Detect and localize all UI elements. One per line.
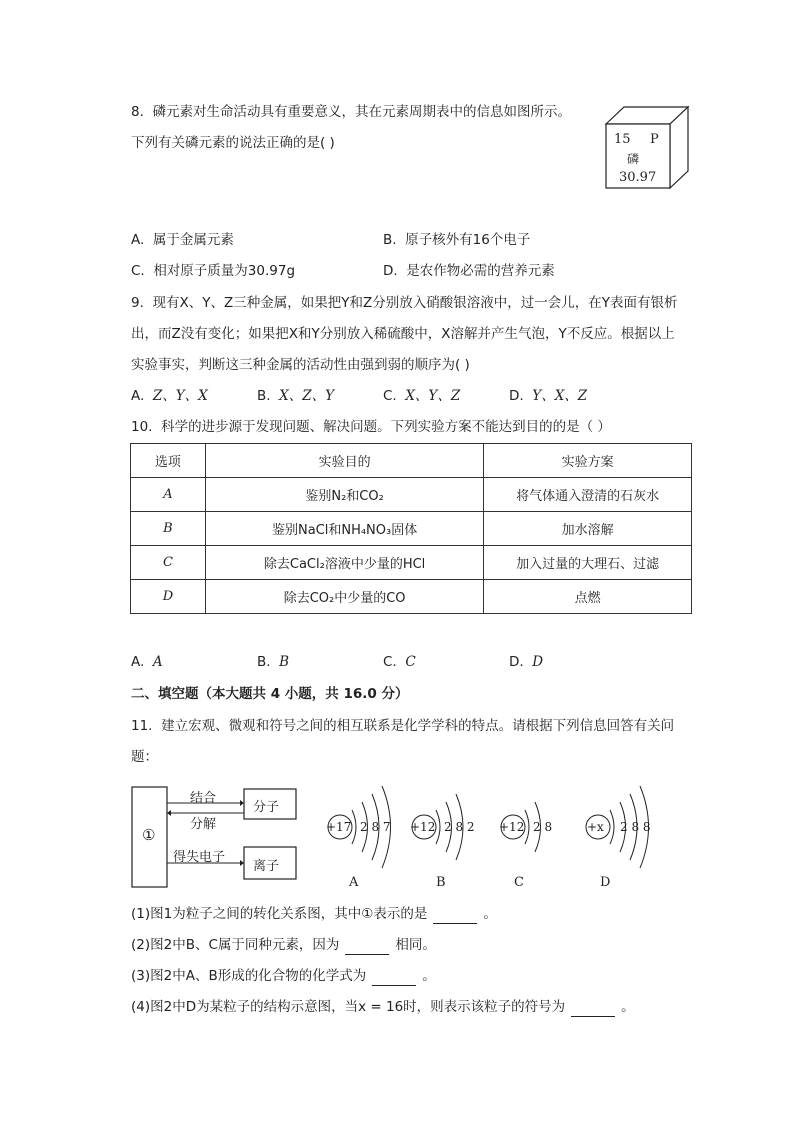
fig1-gain-lose-label: 得失电子	[173, 850, 226, 865]
row-goal: 除去CaCl₂溶液中少量的HCl	[205, 546, 484, 580]
row-goal: 除去CO₂中少量的CO	[205, 580, 484, 614]
row-plan: 点燃	[484, 580, 692, 614]
element-atomic-mass: 30.97	[619, 170, 657, 185]
element-atomic-number: 15	[614, 132, 631, 147]
q8-option-d[interactable]: D. 是农作物必需的营养元素	[383, 263, 555, 279]
q8-number: 8.	[131, 104, 144, 120]
q9-option-a[interactable]: A. Z、Y、X	[131, 388, 208, 404]
fig1-ion-box: 离子	[253, 859, 280, 874]
q11-stem-line1: 11. 建立宏观、微观和符号之间的相互联系是化学学科的特点。请根据下列信息回答有关问	[131, 718, 675, 734]
q10-stem: 10. 科学的进步源于发现问题、解决问题。下列实验方案不能达到目的的是（ ）	[131, 419, 611, 435]
row-goal: 鉴别N₂和CO₂	[205, 478, 484, 512]
answer-blank-1[interactable]	[433, 909, 477, 924]
atom-c-shells: 2 8	[533, 820, 553, 834]
q8-option-a[interactable]: A. 属于金属元素	[131, 232, 234, 248]
row-option: D	[131, 580, 206, 614]
q8-stem-line1	[131, 102, 571, 122]
atom-b-label: B	[436, 875, 446, 890]
q9-number: 9.	[131, 295, 144, 311]
atom-c-label: C	[514, 875, 524, 890]
fig1-combine-label: 结合	[190, 791, 217, 806]
header-plan: 实验方案	[484, 444, 692, 478]
row-option: C	[131, 546, 206, 580]
table-row	[131, 580, 692, 614]
atom-d-nucleus: +x	[587, 820, 604, 834]
q11-sub1: (1)图1为粒子之间的转化关系图，其中①表示的是 。	[131, 906, 497, 922]
row-plan: 加入过量的大理石、过滤	[484, 546, 692, 580]
header-goal: 实验目的	[205, 444, 484, 478]
q8-option-c[interactable]: C. 相对原子质量为30.97g	[131, 263, 296, 279]
q11-sub4: (4)图2中D为某粒子的结构示意图，当x = 16时，则表示该粒子的符号为 。	[131, 999, 635, 1015]
row-goal: 鉴别NaCl和NH₄NO₃固体	[205, 512, 484, 546]
header-option: 选项	[131, 444, 206, 478]
row-option: A	[131, 478, 206, 512]
q9-stem-line2: 出，而Z没有变化；如果把X和Y分别放入稀硫酸中，X溶解并产生气泡，Y不反应。根据以上	[131, 326, 675, 342]
row-plan: 加水溶解	[484, 512, 692, 546]
atom-b-shells: 2 8 2	[444, 820, 475, 834]
fig1-molecule-box: 分子	[253, 800, 280, 815]
q11-stem-line2: 题：	[131, 749, 158, 765]
table-row	[131, 546, 692, 580]
atom-c-nucleus: +12	[499, 820, 525, 834]
atom-d-label: D	[600, 875, 611, 890]
answer-blank-2[interactable]	[345, 940, 389, 955]
element-symbol: P	[650, 132, 659, 147]
q11-number: 11.	[131, 718, 153, 734]
row-option: B	[131, 512, 206, 546]
q9-option-c[interactable]: C. X、Y、Z	[383, 388, 461, 404]
q8-text-1: 磷元素对生命活动具有重要意义，其在元素周期表中的信息如图所示。	[152, 104, 571, 120]
element-name: 磷	[627, 152, 640, 166]
table-header-row	[131, 444, 692, 478]
answer-blank-3[interactable]	[372, 971, 416, 986]
q9-option-b[interactable]: B. X、Z、Y	[257, 388, 335, 404]
q10-option-b[interactable]: B. B	[257, 654, 290, 670]
table-row	[131, 478, 692, 512]
q11-sub3: (3)图2中A、B形成的化合物的化学式为 。	[131, 968, 436, 984]
fig1-decompose-label: 分解	[190, 817, 217, 832]
atom-d-shells: 2 8 8	[620, 820, 651, 834]
q10-number: 10.	[131, 419, 153, 435]
atom-b-nucleus: +12	[410, 820, 436, 834]
fig1-center-symbol: ①	[142, 826, 156, 844]
q9-stem-line1: 9. 现有X、Y、Z三种金属，如果把Y和Z分别放入硝酸银溶液中，过一会儿，在Y表面有银析	[131, 295, 678, 311]
q9-stem-line3: 实验事实，判断这三种金属的活动性由强到弱的顺序为( )	[131, 357, 470, 373]
q10-option-d[interactable]: D. D	[509, 654, 544, 670]
q9-option-d[interactable]: D. Y、X、Z	[509, 388, 588, 404]
q8-option-b[interactable]: B. 原子核外有16个电子	[383, 232, 531, 248]
atom-a-shells: 2 8 7	[360, 820, 391, 834]
q10-option-a[interactable]: A. A	[131, 654, 163, 670]
section-heading: 二、填空题（本大题共 4 小题，共 16.0 分）	[131, 686, 409, 702]
atom-a-nucleus: +17	[326, 820, 352, 834]
q10-table	[130, 443, 692, 614]
row-plan: 将气体通入澄清的石灰水	[484, 478, 692, 512]
q8-stem-line2: 下列有关磷元素的说法正确的是( )	[131, 135, 335, 151]
q11-sub2: (2)图2中B、C属于同种元素，因为 相同。	[131, 937, 436, 953]
q10-option-c[interactable]: C. C	[383, 654, 416, 670]
atom-a-label: A	[349, 875, 359, 890]
answer-blank-4[interactable]	[571, 1002, 615, 1017]
table-row	[131, 512, 692, 546]
